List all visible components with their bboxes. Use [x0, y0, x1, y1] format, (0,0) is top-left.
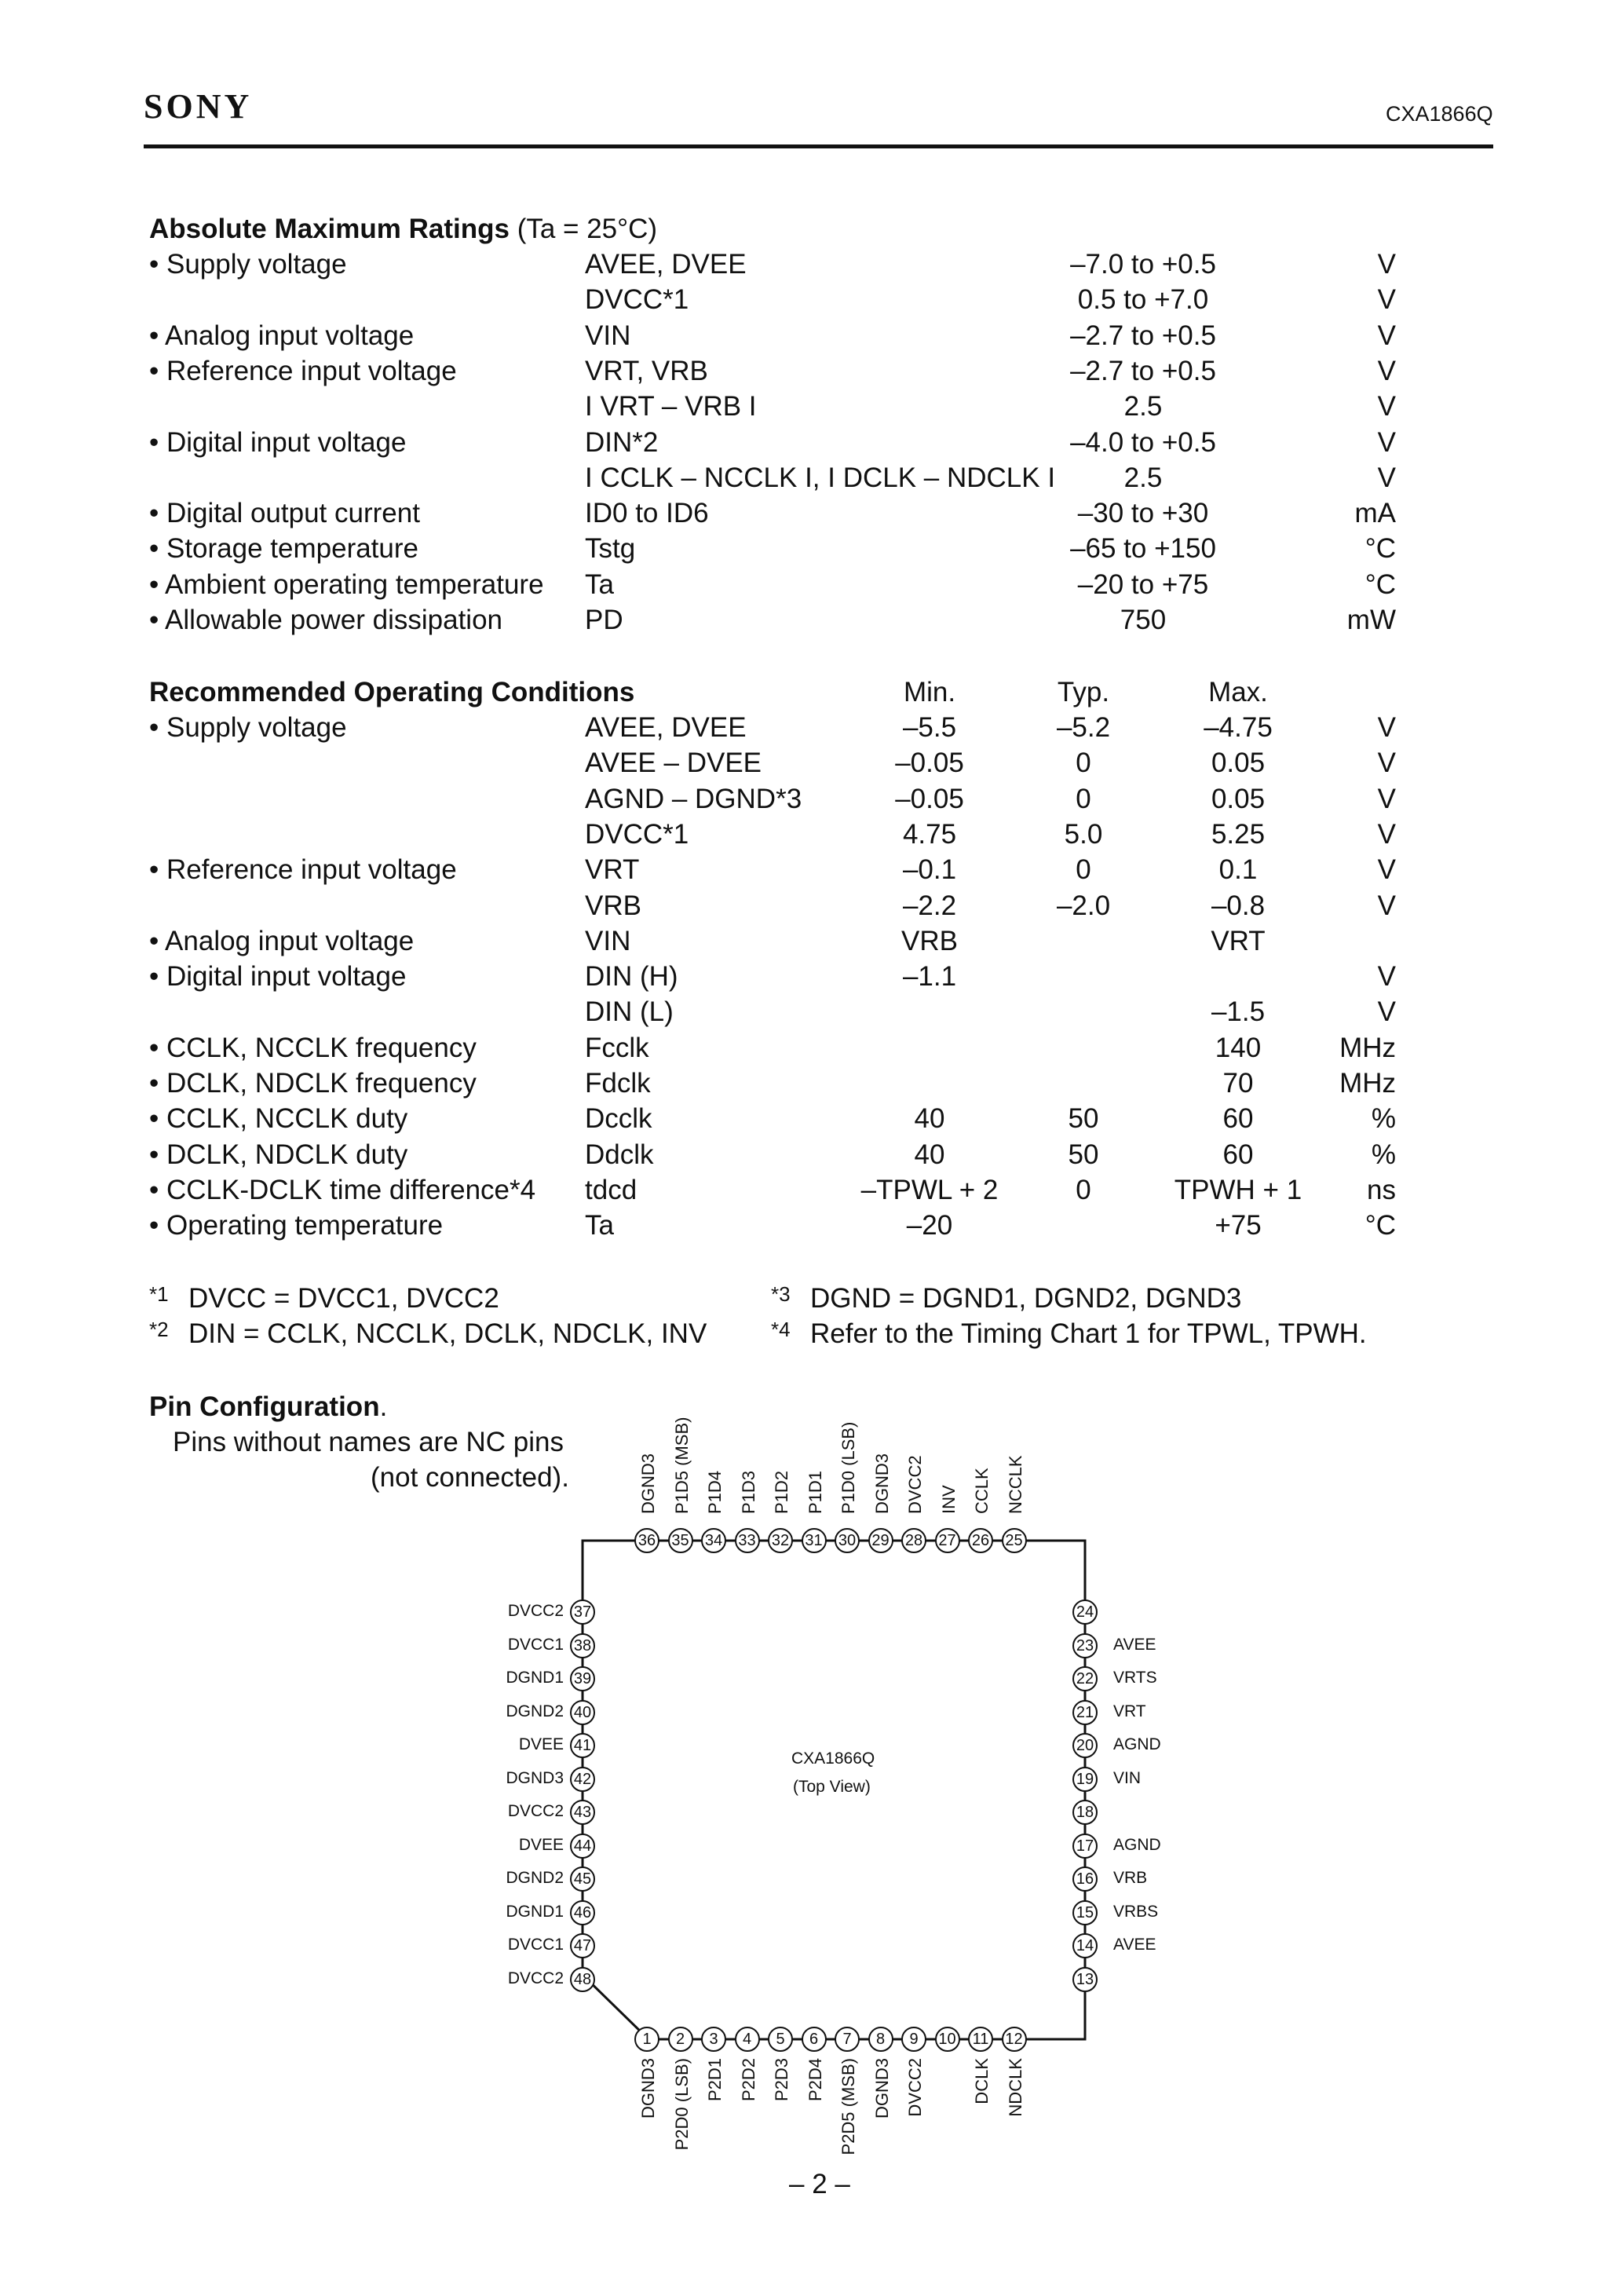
- roc-max: TPWH + 1: [1174, 1174, 1302, 1205]
- amr-condition: (Ta = 25°C): [517, 214, 658, 244]
- roc-min: –0.05: [895, 783, 964, 814]
- pin-number: 10: [935, 2027, 960, 2052]
- roc-min: VRB: [901, 925, 958, 956]
- pin-number: 6: [802, 2027, 827, 2052]
- roc-symbol: tdcd: [585, 1174, 637, 1205]
- roc-typ: 50: [1068, 1103, 1099, 1135]
- amr-value: –2.7 to +0.5: [1070, 355, 1216, 386]
- sony-logo: SONY: [144, 87, 253, 126]
- pin-label: VRBS: [1113, 1902, 1159, 1921]
- pin-label: DGND2: [506, 1702, 564, 1720]
- roc-min: 4.75: [902, 818, 957, 850]
- pin-label: NDCLK: [1005, 2058, 1025, 2117]
- pin-label: P2D5 (MSB): [838, 2058, 858, 2155]
- pin-label: DVCC1: [507, 1936, 564, 1954]
- pin-number: 12: [1002, 2027, 1027, 2052]
- roc-param: • Supply voltage: [149, 712, 347, 743]
- pin-number: 22: [1072, 1666, 1098, 1691]
- amr-symbol: ID0 to ID6: [585, 498, 709, 529]
- amr-symbol: Ta: [585, 569, 614, 600]
- roc-symbol: DIN (H): [585, 961, 678, 993]
- pin-number: 45: [570, 1866, 595, 1892]
- amr-heading: [149, 212, 657, 247]
- roc-symbol: VRT: [585, 854, 640, 886]
- roc-typ: –5.2: [1056, 712, 1111, 743]
- roc-symbol: AVEE, DVEE: [585, 712, 747, 743]
- pin-number: 33: [735, 1528, 760, 1553]
- pin-number: 11: [968, 2027, 993, 2052]
- roc-title: Recommended Operating Conditions: [149, 677, 635, 707]
- roc-symbol: Ta: [585, 1210, 614, 1241]
- roc-max: 60: [1222, 1139, 1254, 1170]
- pin-label: P2D1: [705, 2058, 725, 2102]
- roc-typ: 50: [1068, 1139, 1099, 1170]
- amr-symbol: Tstg: [585, 533, 636, 565]
- roc-param: • Analog input voltage: [149, 925, 415, 956]
- amr-unit: mA: [1354, 498, 1396, 529]
- roc-min: 40: [914, 1103, 945, 1135]
- roc-unit: V: [1377, 961, 1396, 993]
- amr-value: 2.5: [1123, 391, 1163, 422]
- roc-param: • Reference input voltage: [149, 854, 457, 886]
- amr-symbol: DVCC*1: [585, 284, 689, 316]
- amr-value: –20 to +75: [1077, 569, 1209, 600]
- amr-unit: V: [1377, 249, 1396, 280]
- roc-unit: V: [1377, 818, 1396, 850]
- roc-min: –20: [906, 1210, 953, 1241]
- amr-value: 2.5: [1123, 462, 1163, 493]
- amr-param: • Ambient operating temperature: [149, 569, 544, 600]
- footnote-text: Refer to the Timing Chart 1 for TPWL, TPWH.: [810, 1318, 1367, 1349]
- roc-unit: V: [1377, 890, 1396, 921]
- pin-label: P1D2: [772, 1470, 791, 1514]
- pin-number: 38: [570, 1633, 595, 1658]
- footnote-text: DVCC = DVCC1, DVCC2: [188, 1283, 499, 1314]
- roc-header-max: Max.: [1208, 677, 1268, 707]
- roc-max: 60: [1222, 1103, 1254, 1135]
- pin-label: CCLK: [972, 1468, 992, 1514]
- pin-label: DCLK: [972, 2058, 992, 2104]
- amr-param: • Digital input voltage: [149, 426, 407, 458]
- pin-label: VRT: [1113, 1702, 1146, 1720]
- amr-value: –30 to +30: [1077, 498, 1209, 529]
- pin-label: VRB: [1113, 1869, 1148, 1887]
- chip-view: (Top View): [793, 1778, 871, 1796]
- amr-unit: °C: [1364, 569, 1396, 600]
- amr-value: 0.5 to +7.0: [1077, 284, 1209, 316]
- roc-param: • CCLK, NCCLK frequency: [149, 1032, 477, 1063]
- pin-number: 34: [701, 1528, 726, 1553]
- pin-label: DGND1: [506, 1669, 564, 1687]
- pin-label: DGND3: [638, 1453, 658, 1514]
- pin-number: 28: [901, 1528, 926, 1553]
- pin-number: 9: [901, 2027, 926, 2052]
- pin-label: DVCC1: [507, 1635, 564, 1654]
- roc-symbol: AVEE – DVEE: [585, 748, 762, 779]
- amr-value: 750: [1120, 605, 1167, 635]
- footnote-mark: *2: [149, 1318, 169, 1341]
- pin-number: 47: [570, 1933, 595, 1958]
- pin-label: AGND: [1113, 1835, 1161, 1854]
- pin-label: P1D0 (LSB): [838, 1421, 858, 1514]
- roc-max: VRT: [1211, 925, 1266, 956]
- roc-param: • DCLK, NDCLK duty: [149, 1139, 408, 1170]
- pin-label: DVCC2: [507, 1602, 564, 1620]
- roc-max: –1.5: [1211, 996, 1266, 1028]
- pin-number: 30: [835, 1528, 860, 1553]
- pin-number: 13: [1072, 1967, 1098, 1992]
- amr-unit: °C: [1364, 533, 1396, 565]
- roc-unit: MHz: [1339, 1032, 1396, 1063]
- pin-number: 46: [570, 1900, 595, 1925]
- footnote-mark: *1: [149, 1282, 169, 1306]
- roc-typ: 0: [1076, 854, 1091, 886]
- footnote-mark: *3: [771, 1282, 791, 1306]
- amr-unit: V: [1377, 462, 1396, 493]
- pin-number: 35: [668, 1528, 693, 1553]
- pin-number: 26: [968, 1528, 993, 1553]
- amr-symbol: VIN: [585, 320, 631, 351]
- pin-config-heading: [149, 1390, 387, 1424]
- amr-param: • Storage temperature: [149, 533, 418, 565]
- pin-number: 27: [935, 1528, 960, 1553]
- roc-param: • Operating temperature: [149, 1210, 444, 1241]
- roc-max: 0.05: [1211, 783, 1266, 814]
- pin-number: 41: [570, 1733, 595, 1758]
- pin-number: 29: [868, 1528, 893, 1553]
- pin-number: 5: [768, 2027, 793, 2052]
- pin-label: P2D3: [772, 2058, 791, 2102]
- roc-symbol: DVCC*1: [585, 818, 689, 850]
- pin-number: 42: [570, 1767, 595, 1792]
- roc-typ: 5.0: [1064, 818, 1103, 850]
- roc-param: • CCLK-DCLK time difference*4: [149, 1174, 536, 1205]
- pin-number: 2: [668, 2027, 693, 2052]
- pin-number: 17: [1072, 1834, 1098, 1859]
- roc-max: 140: [1215, 1032, 1262, 1063]
- pin-label: P2D4: [805, 2058, 825, 2102]
- pin-number: 19: [1072, 1767, 1098, 1792]
- amr-symbol: AVEE, DVEE: [585, 249, 747, 280]
- amr-symbol: PD: [585, 605, 623, 635]
- pin-label: VRTS: [1113, 1669, 1157, 1687]
- amr-symbol: I CCLK – NCCLK I, I DCLK – NDCLK I: [585, 462, 1056, 493]
- pin-label: VIN: [1113, 1768, 1142, 1787]
- pin-number: 23: [1072, 1633, 1098, 1658]
- pin-number: 1: [634, 2027, 659, 2052]
- roc-typ: –2.0: [1056, 890, 1111, 921]
- pin-number: 8: [868, 2027, 893, 2052]
- amr-symbol: DIN*2: [585, 426, 659, 458]
- footnote-mark: *4: [771, 1318, 791, 1341]
- pin-label: DVEE: [518, 1835, 564, 1854]
- amr-param: • Analog input voltage: [149, 320, 415, 351]
- roc-symbol: Dcclk: [585, 1103, 652, 1135]
- amr-param: • Supply voltage: [149, 249, 347, 280]
- pin-number: 14: [1072, 1933, 1098, 1958]
- pin-label: DGND3: [871, 2058, 892, 2119]
- pin-number: 20: [1072, 1733, 1098, 1758]
- amr-param: • Reference input voltage: [149, 355, 457, 386]
- amr-value: –4.0 to +0.5: [1070, 426, 1216, 458]
- pin-label: P2D0 (LSB): [671, 2058, 692, 2151]
- roc-symbol: VRB: [585, 890, 641, 921]
- pin-number: 7: [835, 2027, 860, 2052]
- roc-max: 5.25: [1211, 818, 1266, 850]
- pin-number: 16: [1072, 1866, 1098, 1892]
- amr-symbol: I VRT – VRB I: [585, 391, 757, 422]
- chip-name: CXA1866Q: [791, 1749, 875, 1768]
- roc-symbol: Fdclk: [585, 1068, 651, 1099]
- roc-symbol: Fcclk: [585, 1032, 649, 1063]
- pin-label: P2D2: [738, 2058, 758, 2102]
- pin-label: P1D5 (MSB): [671, 1417, 692, 1514]
- roc-min: –2.2: [902, 890, 957, 921]
- pin-number: 18: [1072, 1800, 1098, 1825]
- pin-label: NCCLK: [1005, 1455, 1025, 1514]
- amr-title: Absolute Maximum Ratings: [149, 214, 510, 244]
- roc-typ: 0: [1076, 748, 1091, 779]
- amr-value: –65 to +150: [1070, 533, 1216, 565]
- roc-unit: V: [1377, 854, 1396, 886]
- roc-min: 40: [914, 1139, 945, 1170]
- pin-number: 21: [1072, 1700, 1098, 1725]
- pin-label: AVEE: [1113, 1635, 1156, 1654]
- pin-number: 31: [802, 1528, 827, 1553]
- roc-unit: %: [1371, 1139, 1396, 1170]
- roc-unit: %: [1371, 1103, 1396, 1135]
- amr-unit: V: [1377, 355, 1396, 386]
- roc-symbol: DIN (L): [585, 996, 674, 1028]
- pin-number: 3: [701, 2027, 726, 2052]
- amr-value: –2.7 to +0.5: [1070, 320, 1216, 351]
- roc-unit: ns: [1367, 1174, 1396, 1205]
- roc-symbol: AGND – DGND*3: [585, 783, 802, 814]
- pin-label: P1D3: [738, 1470, 758, 1514]
- pin-label: DVCC2: [507, 1802, 564, 1820]
- pin-number: 24: [1072, 1600, 1098, 1625]
- amr-unit: V: [1377, 426, 1396, 458]
- part-number: CXA1866Q: [1386, 102, 1493, 126]
- pin-number: 4: [735, 2027, 760, 2052]
- pin-label: DVCC2: [905, 2058, 925, 2117]
- roc-min: –5.5: [902, 712, 957, 743]
- footnote-text: DIN = CCLK, NCCLK, DCLK, NDCLK, INV: [188, 1318, 707, 1349]
- roc-unit: V: [1377, 748, 1396, 779]
- roc-max: –4.75: [1204, 712, 1273, 743]
- pin-number: 15: [1072, 1900, 1098, 1925]
- pin-label: AVEE: [1113, 1936, 1156, 1954]
- pin-number: 25: [1002, 1528, 1027, 1553]
- amr-param: • Digital output current: [149, 498, 420, 529]
- roc-param: • CCLK, NCCLK duty: [149, 1103, 408, 1135]
- amr-param: • Allowable power dissipation: [149, 605, 503, 635]
- pin-number: 32: [768, 1528, 793, 1553]
- pin-number: 40: [570, 1700, 595, 1725]
- pin-label: INV: [938, 1485, 959, 1514]
- roc-max: 70: [1222, 1068, 1254, 1099]
- amr-unit: mW: [1346, 605, 1396, 635]
- roc-typ: 0: [1076, 783, 1091, 814]
- roc-symbol: Ddclk: [585, 1139, 654, 1170]
- pin-label: DGND2: [506, 1869, 564, 1887]
- pin-label: DVEE: [518, 1735, 564, 1753]
- roc-unit: V: [1377, 783, 1396, 814]
- pin-number: 48: [570, 1967, 595, 1992]
- roc-max: +75: [1215, 1210, 1262, 1241]
- roc-max: 0.1: [1218, 854, 1258, 886]
- roc-param: • DCLK, NDCLK frequency: [149, 1068, 477, 1099]
- roc-max: –0.8: [1211, 890, 1266, 921]
- footnote-text: DGND = DGND1, DGND2, DGND3: [810, 1283, 1242, 1314]
- pin-label: DVCC2: [905, 1455, 925, 1514]
- amr-symbol: VRT, VRB: [585, 355, 708, 386]
- pin-number: 39: [570, 1666, 595, 1691]
- pin-label: P1D4: [705, 1470, 725, 1514]
- roc-unit: V: [1377, 996, 1396, 1028]
- pin-label: AGND: [1113, 1735, 1161, 1753]
- roc-unit: MHz: [1339, 1068, 1396, 1099]
- pin-label: DGND3: [506, 1768, 564, 1787]
- roc-symbol: VIN: [585, 925, 631, 956]
- roc-header-min: Min.: [903, 677, 956, 707]
- roc-min: –TPWL + 2: [860, 1174, 999, 1205]
- roc-min: –0.05: [895, 748, 964, 779]
- roc-min: –0.1: [902, 854, 957, 886]
- pin-config-note-1: Pins without names are NC pins: [173, 1427, 564, 1457]
- pin-config-title: Pin Configuration: [149, 1391, 380, 1422]
- roc-min: –1.1: [902, 961, 957, 993]
- amr-unit: V: [1377, 320, 1396, 351]
- roc-max: 0.05: [1211, 748, 1266, 779]
- roc-header-typ: Typ.: [1057, 677, 1110, 707]
- pin-label: DGND3: [871, 1453, 892, 1514]
- roc-typ: 0: [1076, 1174, 1091, 1205]
- pin-config-note-2: (not connected).: [371, 1462, 569, 1493]
- roc-unit: V: [1377, 712, 1396, 743]
- pin-number: 43: [570, 1800, 595, 1825]
- roc-unit: °C: [1364, 1210, 1396, 1241]
- pin-label: P1D1: [805, 1470, 825, 1514]
- pin-number: 37: [570, 1600, 595, 1625]
- pin-config-title-suffix: .: [379, 1391, 388, 1422]
- pin-label: DVCC2: [507, 1969, 564, 1987]
- pin-number: 44: [570, 1834, 595, 1859]
- page-number: – 2 –: [789, 2169, 850, 2199]
- roc-param: • Digital input voltage: [149, 961, 407, 993]
- pin-number: 36: [634, 1528, 659, 1553]
- pin-label: DGND3: [638, 2058, 658, 2119]
- amr-unit: V: [1377, 284, 1396, 316]
- header-rule: [144, 144, 1493, 148]
- pin-label: DGND1: [506, 1902, 564, 1921]
- amr-unit: V: [1377, 391, 1396, 422]
- amr-value: –7.0 to +0.5: [1070, 249, 1216, 280]
